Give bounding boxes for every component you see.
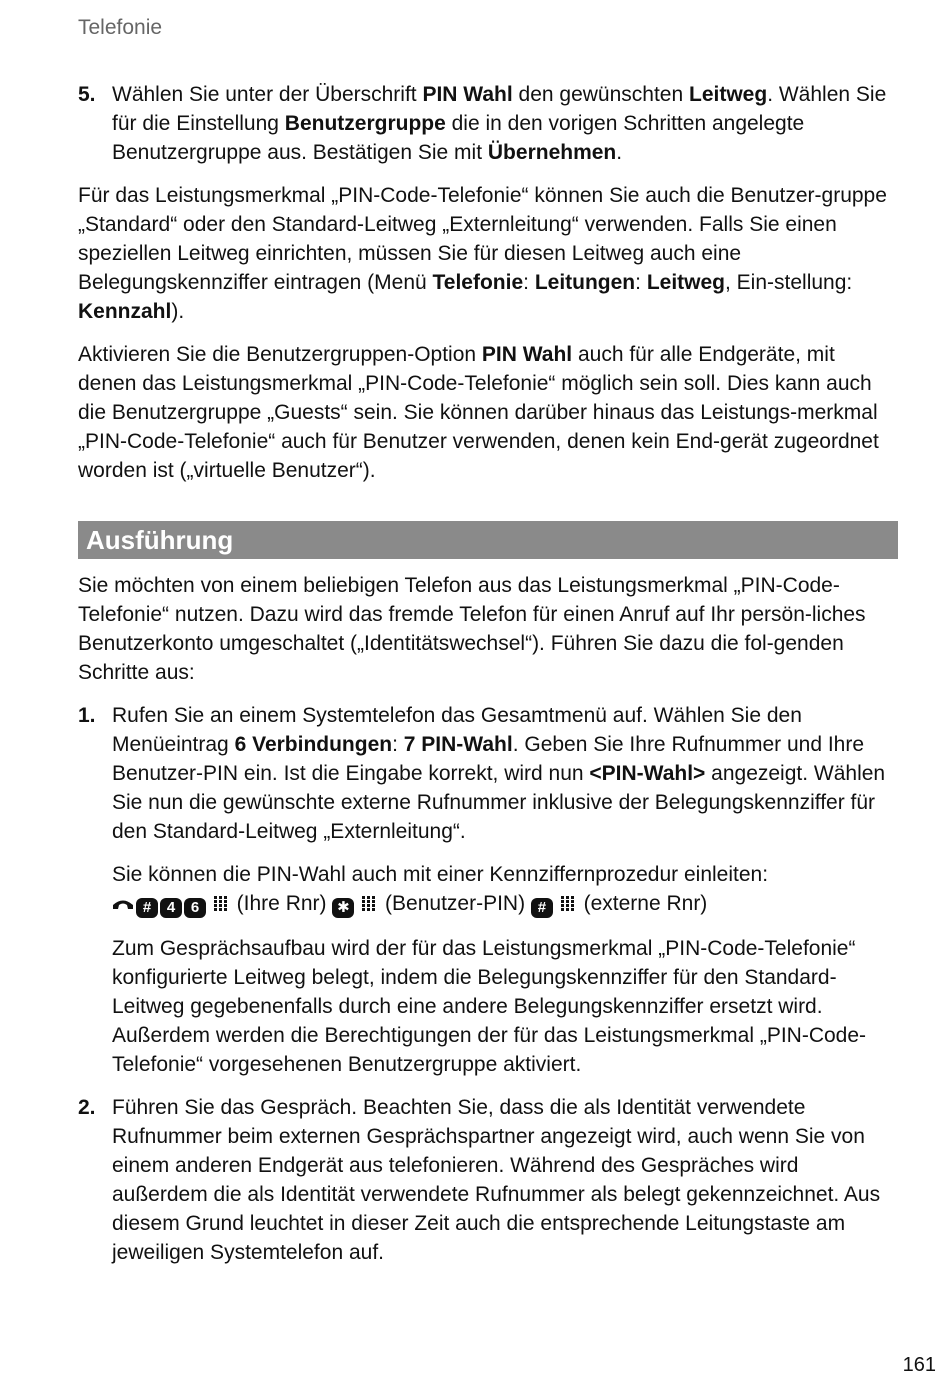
six-key: 6 (184, 898, 206, 918)
step-1 (78, 701, 898, 1079)
page-content (78, 80, 898, 1281)
code-procedure (112, 860, 898, 920)
step-2-text: Führen Sie das Gespräch. Beachten Sie, dass die als Identität verwendete Rufnummer beim externen Gesprächspartner angezeigt wird, auch wenn Sie von einem anderen Endgerät aus telefonieren. Während des Gespräches wird außerdem die als Identität verwendete Rufnummer als belegt gekennzeichnet. Aus diesem Grund leuchtet in dieser Zeit auch die entsprechende Leitungstaste am jeweiligen Systemtelefon auf. (112, 1096, 881, 1264)
running-header: Telefonie (78, 16, 163, 39)
keypad-icon (214, 896, 228, 912)
procedure-label: (externe Rnr) (577, 892, 708, 915)
page-number: 161 (902, 1354, 936, 1376)
ui-term: Telefonie (432, 271, 524, 294)
text-run: : (392, 733, 404, 756)
text-run: Wählen Sie unter der Überschrift (112, 83, 423, 106)
ui-term: 7 PIN-Wahl (403, 733, 513, 756)
ui-term: Übernehmen (487, 141, 617, 164)
keypad-icon (362, 896, 376, 912)
text-run: : (523, 271, 535, 294)
text-run: . (616, 141, 623, 164)
text-run: den gewünschten (512, 83, 689, 106)
text-run: Aktivieren Sie die Benutzergruppen-Option (78, 343, 482, 366)
handset-offhook-icon (112, 891, 134, 920)
procedure-label: (Ihre Rnr) (230, 892, 333, 915)
ui-term: Leitweg (646, 271, 725, 294)
step-1-text (112, 701, 898, 846)
keypad-icon (561, 896, 575, 912)
step-5 (78, 80, 898, 167)
step-number: 5. (78, 83, 96, 106)
step-2 (78, 1093, 898, 1267)
ui-term: Leitungen (534, 271, 636, 294)
ui-term: PIN Wahl (481, 343, 573, 366)
text-run: : (635, 271, 647, 294)
ui-term: 6 Verbindungen (234, 733, 393, 756)
text-run: , Ein-stellung: (725, 271, 853, 294)
step-number: 1. (78, 704, 96, 727)
procedure-label: (Benutzer-PIN) (379, 892, 531, 915)
step-5-text (112, 80, 898, 167)
ui-term: <PIN-Wahl> (589, 762, 706, 785)
hash-key: # (531, 898, 553, 918)
hash-key: # (136, 898, 158, 918)
ui-term: Leitweg (689, 83, 768, 106)
section-heading: Ausführung (78, 521, 898, 559)
paragraph-activate-option (78, 340, 898, 485)
text-run: Rufen Sie an einem Systemtelefon das Gesamtmenü auf. Wählen Sie den Menüeintrag (112, 704, 802, 756)
procedure-intro: Sie können die PIN-Wahl auch mit einer Kennziffernprozedur einleiten: (112, 863, 769, 886)
four-key: 4 (160, 898, 182, 918)
ui-term: Kennzahl (78, 300, 172, 323)
text-run: auch für alle Endgeräte, mit denen das Leistungsmerkmal „PIN-Code-Telefonie“ möglich sein soll. Dies kann auch die Benutzergruppe „Guests“ sein. Sie können darüber hinaus das Leistungs-merkmal „PIN-Code-Telefonie“ auch für Benutzer verwenden, denen kein End-gerät zugeordnet worden ist („virtuelle Benutzer“). (78, 343, 879, 482)
text-run: Für das Leistungsmerkmal „PIN-Code-Telefonie“ können Sie auch die Benutzer-gruppe „Standard“ oder den Standard-Leitweg „Externleitung“ verwenden. Falls Sie einen speziellen Leitweg einrichten, müssen Sie für diesen Leitweg auch eine Belegungskennziffer eintragen (Menü (78, 184, 887, 294)
text-run: ). (171, 300, 185, 323)
paragraph-intro: Sie möchten von einem beliebigen Telefon aus das Leistungsmerkmal „PIN-Code-Telefonie“ nutzen. Dazu wird das fremde Telefon für einen Anruf auf Ihr persön-liches Benutzerkonto umgeschaltet („Identitätswechsel“). Führen Sie dazu die fol-genden Schritte aus: (78, 574, 866, 684)
text-run: . Geben Sie Ihre Rufnummer und Ihre Benutzer-PIN ein. Ist die Eingabe korrekt, wird nun (112, 733, 865, 785)
ui-term: Benutzergruppe (284, 112, 446, 135)
star-key: ✱ (332, 898, 354, 918)
ui-term: PIN Wahl (422, 83, 513, 106)
text-run: angezeigt. Wählen Sie nun die gewünschte externe Rufnummer inklusive der Belegungskennziffer für den Standard-Leitweg „Externleitung“. (112, 762, 886, 843)
text-run: die in den vorigen Schritten angelegte Benutzergruppe aus. Bestätigen Sie mit (112, 112, 805, 164)
step-number: 2. (78, 1096, 96, 1119)
text-run: . Wählen Sie für die Einstellung (112, 83, 887, 135)
paragraph-standard-group (78, 181, 898, 326)
step-1-detail: Zum Gesprächsaufbau wird der für das Leistungsmerkmal „PIN-Code-Telefonie“ konfigurierte Leitweg belegt, indem die Belegungskennziffer für den Standard-Leitweg gegebenenfalls durch eine andere Belegungskennziffer ersetzt wird. Außerdem werden die Berechtigungen der für das Leistungsmerkmal „PIN-Code-Telefonie“ vorgesehenen Benutzergruppe aktiviert. (112, 937, 867, 1076)
